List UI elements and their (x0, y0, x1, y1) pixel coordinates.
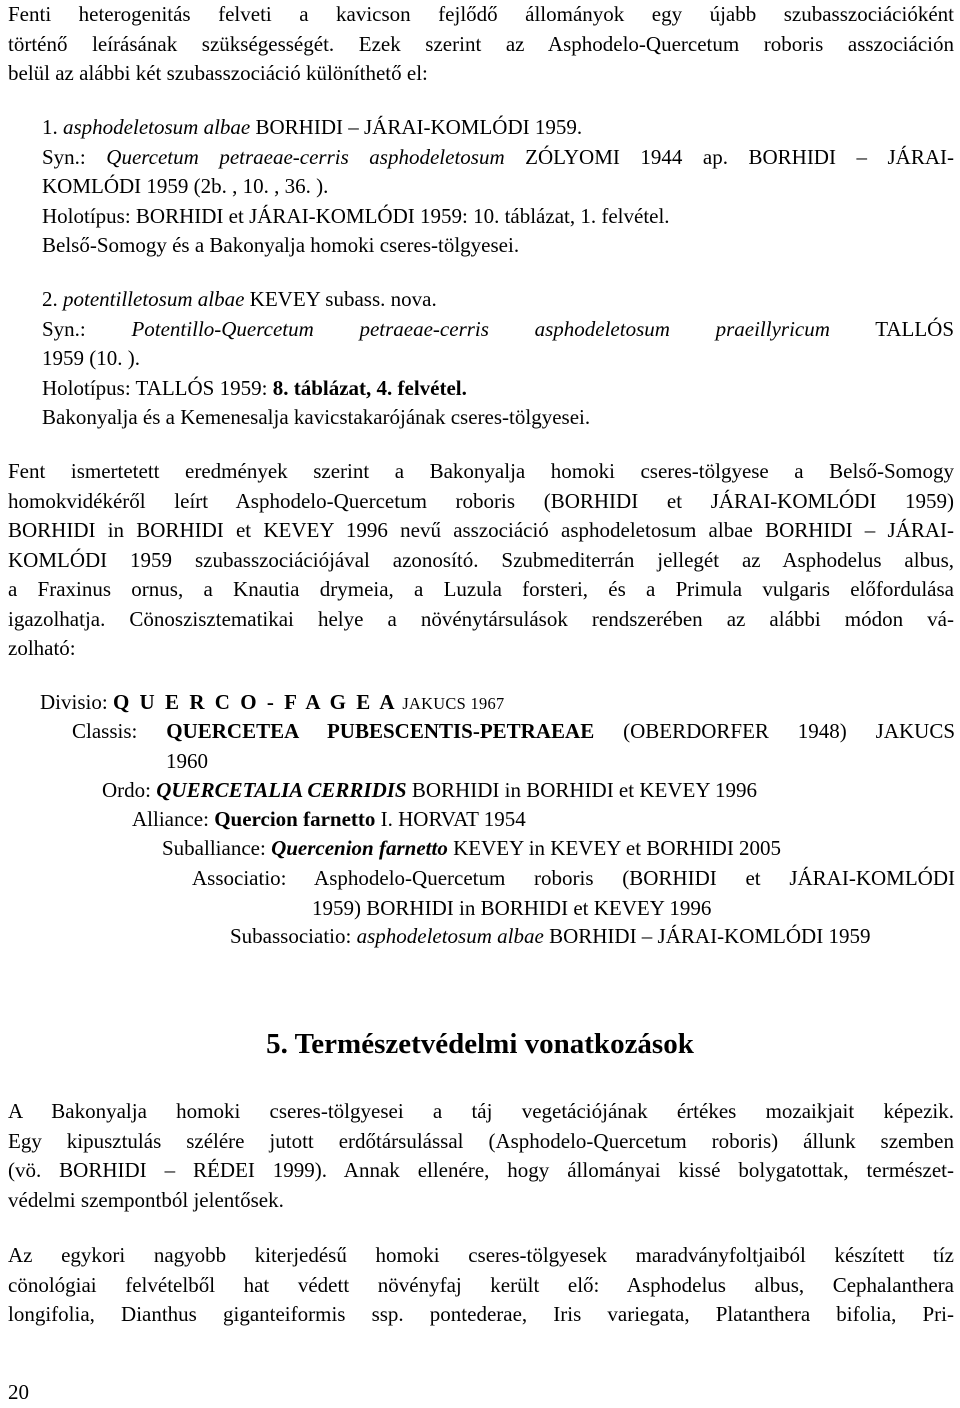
species-paragraph (8, 1241, 954, 1330)
intro-line: Fenti heterogenitás felveti a kavicson fejlődő állományok egy újabb szubasszociációként (8, 2, 954, 26)
distribution-line: Bakonyalja és a Kemenesalja kavicstakarójának cseres-tölgyesei. (42, 405, 591, 429)
paragraph-line: BORHIDI in BORHIDI et KEVEY 1996 nevű asszociáció asphodeletosum albae BORHIDI – JÁRAI- (8, 518, 954, 542)
distribution-line: Belső-Somogy és a Bakonyalja homoki cseres-tölgyesei. (42, 233, 520, 257)
divisio-line: Divisio: Q U E R C O - F A G E A JAKUCS 1967 (40, 690, 505, 714)
paragraph-line: igazolhatja. Cönoszisztematikai helye a növénytársulások rendszerében az alábbi módon vá- (8, 606, 954, 631)
subassociatio-line: Subassociatio: asphodeletosum albae BORHIDI – JÁRAI-KOMLÓDI 1959 (230, 924, 871, 948)
intro-line: történő leírásának szükségességét. Ezek szerint az Asphodelo-Quercetum roboris asszociáción (8, 31, 954, 56)
classis-line: Classis: QUERCETEA PUBESCENTIS-PETRAEAE (OBERDORFER 1948) JAKUCS (72, 719, 956, 743)
subassociation-2 (42, 285, 954, 433)
paragraph-line: Egy kipusztulás szélére jutott erdőtársulással (Asphodelo-Quercetum roboris) állunk szemben (8, 1128, 954, 1153)
holotype-line: Holotípus: TALLÓS 1959: 8. táblázat, 4. felvétel. (42, 375, 467, 400)
suballiance-line: Suballiance: Quercenion farnetto KEVEY in KEVEY et BORHIDI 2005 (162, 836, 782, 860)
intro-paragraph (8, 0, 954, 89)
paragraph-line: A Bakonyalja homoki cseres-tölgyesei a táj vegetációjának értékes mozaikjait képezik. (8, 1099, 954, 1123)
paragraph-line: KOMLÓDI 1959 szubasszociációjával azonosító. Szubmediterrán jellegét az Asphodelus albus, (8, 547, 954, 572)
paragraph-line: a Fraxinus ornus, a Knautia drymeia, a Luzula forsteri, és a Primula vulgaris előfordulása (8, 577, 954, 601)
results-paragraph (8, 457, 954, 664)
synonym-line: Syn.: Quercetum petraeae-cerris asphodeletosum ZÓLYOMI 1944 ap. BORHIDI – JÁRAI- (42, 144, 954, 169)
section-title: 5. Természetvédelmi vonatkozások (266, 1028, 694, 1060)
section-heading-block (0, 1030, 960, 1060)
holotype-line: Holotípus: BORHIDI et JÁRAI-KOMLÓDI 1959: 10. táblázat, 1. felvétel. (42, 203, 670, 228)
subassociation-1 (42, 113, 954, 261)
subassociation-title: 2. potentilletosum albae KEVEY subass. nova. (42, 287, 437, 311)
paragraph-line: Fent ismertetett eredmények szerint a Bakonyalja homoki cseres-tölgyese a Belső-Somogy (8, 459, 954, 483)
paragraph-line: védelmi szempontból jelentősek. (8, 1187, 284, 1212)
alliance-line: Alliance: Quercion farnetto I. HORVAT 1954 (132, 807, 526, 831)
paragraph-line: cönológiai felvételből hat védett növényfaj került elő: Asphodelus albus, Cephalanthera (8, 1272, 954, 1297)
paragraph-line: zolható: (8, 636, 76, 660)
ordo-line: Ordo: QUERCETALIA CERRIDIS BORHIDI in BORHIDI et KEVEY 1996 (102, 778, 757, 802)
page-number: 20 (8, 1380, 29, 1404)
subassociation-title: 1. asphodeletosum albae BORHIDI – JÁRAI-KOMLÓDI 1959. (42, 115, 583, 139)
associatio-line-cont: 1959) BORHIDI in BORHIDI et KEVEY 1996 (312, 895, 712, 920)
paragraph-line: (vö. BORHIDI – RÉDEI 1999). Annak ellenére, hogy állományai kissé bolygatottak, természet- (8, 1158, 954, 1182)
synonym-line: Syn.: Potentillo-Quercetum petraeae-cerris asphodeletosum praeillyricum TALLÓS (42, 316, 955, 341)
synonym-line-cont: 1959 (10. ). (42, 346, 140, 370)
conservation-paragraph (8, 1097, 954, 1215)
associatio-block (192, 864, 955, 923)
synonym-line-cont: KOMLÓDI 1959 (2b. , 10. , 36. ). (42, 174, 329, 198)
paragraph-line: homokvidékéről leírt Asphodelo-Quercetum roboris (BORHIDI et JÁRAI-KOMLÓDI 1959) (8, 488, 954, 513)
associatio-line: Associatio: Asphodelo-Quercetum roboris (BORHIDI et JÁRAI-KOMLÓDI (192, 866, 955, 890)
intro-line: belül az alábbi két szubasszociáció különíthető el: (8, 61, 428, 85)
classis-year: 1960 (166, 748, 208, 773)
syntaxonomy-list (40, 688, 955, 719)
paragraph-line: longifolia, Dianthus giganteiformis ssp. pontederae, Iris variegata, Platanthera bifolia, Pri- (8, 1302, 954, 1326)
classis-block (72, 717, 955, 776)
paragraph-line: Az egykori nagyobb kiterjedésű homoki cseres-tölgyesek maradványfoltjaiból készített tíz (8, 1243, 954, 1267)
